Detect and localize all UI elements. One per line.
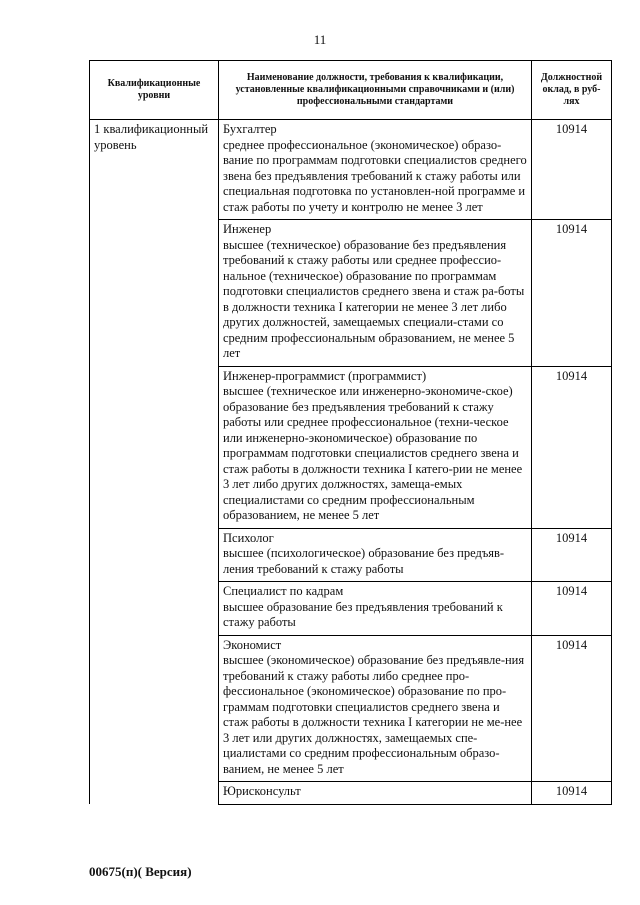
table-row [90, 120, 612, 220]
salary-cell: 10914 [532, 220, 612, 367]
position-cell [219, 366, 532, 528]
position-title: Специалист по кадрам [223, 584, 344, 598]
position-title: Инженер-программист (программист) [223, 368, 427, 383]
page-number: 11 [313, 32, 327, 47]
salary-cell: 10914 [532, 120, 612, 220]
position-cell [219, 120, 532, 220]
qualification-level-cell: 1 квалификационный уровень [90, 120, 219, 805]
salary-cell: 10914 [532, 635, 612, 782]
salary-cell: 10914 [532, 582, 612, 636]
table-body [90, 120, 612, 805]
salary-cell: 10914 [532, 528, 612, 582]
position-requirements: высшее (психологическое) образование без предъяв-ления требований к стажу работы [223, 546, 505, 576]
position-cell [219, 635, 532, 782]
position-cell [219, 782, 532, 805]
footer-code: 00675(п)( Версия) [89, 864, 192, 879]
salary-cell: 10914 [532, 782, 612, 805]
position-requirements: высшее (экономическое) образование без предъявле-ния требований к стажу работы либо среднее про-фессиональное (экономическое) образование по про-граммам подготовки специалистов среднего звена и стаж работы в должности техника I категории не ме-нее 3 лет или других должностях, замещаемых спе-циалистами со средним профессиональным образо-ванием, не менее 5 лет [223, 653, 525, 776]
position-title: Инженер [223, 222, 272, 236]
position-cell [219, 582, 532, 636]
salary-cell: 10914 [532, 366, 612, 528]
position-title: Юрисконсульт [223, 784, 301, 798]
table-header-row [90, 61, 612, 120]
position-title: Экономист [223, 637, 282, 652]
qualification-table [89, 60, 612, 805]
position-requirements: высшее (техническое или инженерно-экономиче-ское) образование без предъявления требований к стажу работы или среднее профессиональное (техни-ческое или инженерно-экономическое) образование по программам подготовки специалистов среднего звена и стаж работы в должности техника I катего-рии не менее 3 лет либо других должностях, замеща-емых специалистами со средним профессиональным образованием, не менее 5 лет [223, 384, 523, 522]
position-title: Бухгалтер [223, 122, 277, 136]
position-requirements: среднее профессиональное (экономическое) образо-вание по программам подготовки специалистов среднего звена без предъявления требований к стажу работы или специальная подготовка по установлен-ной программе и стаж работы по учету и контролю не менее 3 лет [223, 137, 527, 214]
position-cell [219, 528, 532, 582]
position-requirements: высшее (техническое) образование без предъявления требований к стажу работы или среднее профессио-нальное (техническое) образование по программам подготовки специалистов среднего звена и стаж ра-боты в должности техника I категории не менее 3 лет либо других должностей, замещаемых специали-стами со средним профессиональным образованием, не менее 5 лет [223, 237, 525, 360]
header-salary: Должностной оклад, в руб-лях [532, 61, 612, 120]
header-position-requirements: Наименование должности, требования к квалификации, установленные квалификационными справочниками и (или) профессиональными стандартами [219, 61, 532, 120]
header-qualification-levels: Квалификационные уровни [90, 61, 219, 120]
position-cell [219, 220, 532, 367]
position-title: Психолог [223, 530, 274, 545]
position-requirements: высшее образование без предъявления требований к стажу работы [223, 599, 503, 629]
